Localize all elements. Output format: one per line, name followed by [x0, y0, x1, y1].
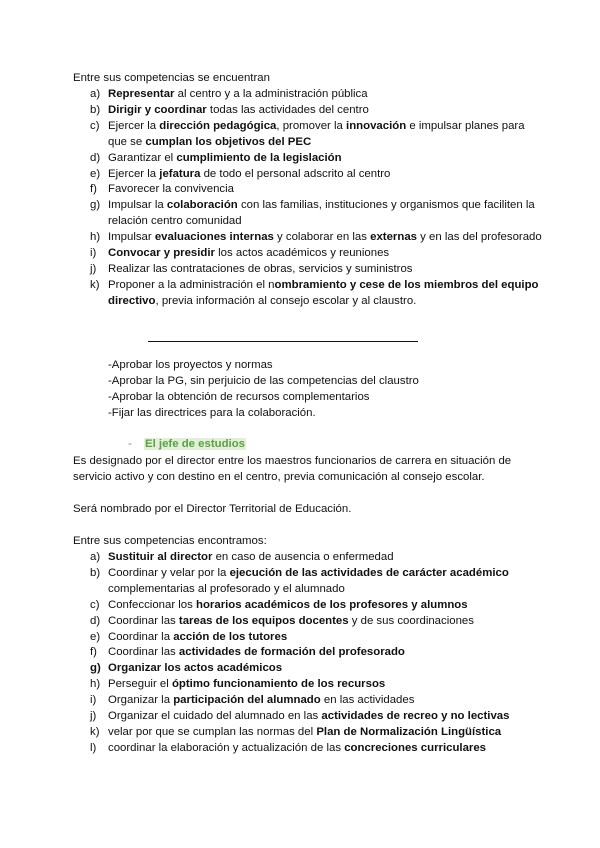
list-item: [73, 598, 543, 614]
list-item: [73, 741, 543, 757]
list-item: [73, 119, 543, 151]
list-marker: k): [90, 278, 100, 291]
text-run: Coordinar las: [108, 646, 179, 659]
bold-text: tareas de los equipos docentes: [178, 614, 349, 627]
list-item: [73, 630, 543, 646]
text-run: , promover la: [276, 119, 347, 132]
text-run: coordinar la elaboración y actualización de las: [108, 741, 345, 754]
bold-text: Organizar los actos académicos: [108, 662, 283, 675]
list-item: [73, 693, 543, 709]
list-marker: a): [90, 88, 101, 100]
horizontal-rule: [148, 341, 418, 342]
list-item: [73, 550, 543, 566]
bold-text: colaboración: [166, 199, 238, 212]
bold-text: Sustituir al director: [108, 551, 213, 563]
list-marker: i): [90, 247, 97, 260]
list-marker: e): [90, 167, 101, 180]
sublist-item: -Fijar las directrices para la colaboración.: [108, 407, 316, 419]
text-run: Impulsar: [108, 231, 155, 244]
text-run: y colaborar en las: [273, 231, 371, 244]
bold-text: ombramiento y cese de los miembros del equipo directivo: [108, 278, 539, 307]
text-run: de todo el personal adscrito al centro: [200, 167, 391, 180]
list-marker: j): [90, 710, 97, 723]
text-run: complementarias al profesorado y el alumnado: [108, 582, 345, 595]
text-run: Perseguir el: [108, 678, 172, 691]
bold-text: Dirigir y coordinar: [108, 103, 207, 116]
list-marker: h): [90, 678, 101, 691]
bold-text: concreciones curriculares: [344, 741, 487, 754]
list-item: [73, 198, 543, 230]
list-item: [73, 278, 543, 310]
bold-text: cumplimiento de la legislación: [176, 151, 342, 164]
list-marker: a): [90, 551, 101, 563]
list-item: [73, 566, 543, 598]
list-marker: c): [90, 598, 100, 611]
bold-text: ejecución de las actividades de carácter académico: [229, 566, 509, 579]
list-marker: f): [90, 183, 97, 196]
text-run: y en las del profesorado: [416, 231, 542, 244]
heading-dash: -: [128, 438, 132, 450]
list-marker: f): [90, 646, 97, 659]
bold-text: Convocar y presidir: [108, 247, 215, 260]
list-marker: i): [90, 694, 97, 707]
text-run: e impulsar planes para que se: [108, 119, 525, 148]
list-item: [73, 246, 543, 262]
director-competencies-list: [73, 87, 543, 310]
sublist-item: -Aprobar la obtención de recursos complementarios: [108, 391, 370, 403]
list-item: [73, 645, 543, 661]
text-run: Realizar las contrataciones de obras, servicios y suministros: [108, 262, 413, 275]
text-run: , previa información al consejo escolar y al claustro.: [155, 294, 417, 307]
bold-text: actividades de recreo y no lectivas: [321, 710, 510, 723]
list-marker: h): [90, 231, 101, 244]
list-marker: e): [90, 630, 101, 643]
bold-text: actividades de formación del profesorado: [178, 646, 405, 659]
list-marker: b): [90, 566, 101, 579]
list-item: [73, 230, 543, 246]
text-run: Organizar el cuidado del alumnado en las: [108, 710, 322, 723]
list-marker: g): [90, 199, 101, 212]
list-marker: k): [90, 725, 100, 738]
section-heading: [128, 437, 246, 453]
heading-text: El jefe de estudios: [145, 438, 246, 450]
appointment-paragraph: Será nombrado por el Director Territorial de Educación.: [73, 503, 352, 515]
text-run: Coordinar las: [108, 614, 179, 627]
list-item: [73, 103, 543, 119]
text-run: Coordinar la: [108, 630, 174, 643]
list-marker: g): [90, 662, 101, 675]
text-run: con las familias, instituciones y organismos que faciliten la relación centro comunidad: [108, 199, 535, 228]
list-item: [73, 709, 543, 725]
bold-text: participación del alumnado: [173, 694, 321, 707]
list-item: [73, 151, 543, 167]
list-item: [73, 614, 543, 630]
bold-text: jefatura: [159, 167, 201, 180]
text-run: en las actividades: [320, 694, 415, 707]
list-marker: l): [90, 741, 97, 754]
text-run: y de sus coordinaciones: [348, 614, 474, 627]
text-run: en caso de ausencia o enfermedad: [212, 551, 394, 563]
bold-text: dirección pedagógica: [159, 119, 277, 132]
list-marker: j): [90, 262, 97, 275]
text-run: Confeccionar los: [108, 598, 197, 611]
list-item: [73, 677, 543, 693]
text-run: los actos académicos y reuniones: [214, 247, 390, 260]
list-marker: c): [90, 119, 100, 132]
text-run: Proponer a la administración el n: [108, 278, 275, 291]
bold-text: innovación: [346, 119, 407, 132]
text-run: todas las actividades del centro: [206, 103, 369, 116]
text-run: Ejercer la: [108, 119, 160, 132]
list-item: [73, 87, 543, 103]
designation-paragraph: Es designado por el director entre los maestros funcionarios de carrera en situación de servicio activo y con destino en el centro, previa comunicación al consejo escolar.: [73, 455, 512, 483]
text-run: Organizar la: [108, 694, 174, 707]
text-run: Ejercer la: [108, 167, 160, 180]
bold-text: horarios académicos de los profesores y alumnos: [196, 598, 468, 611]
list-item: [73, 661, 543, 677]
list-marker: b): [90, 103, 101, 116]
bold-text: óptimo funcionamiento de los recursos: [171, 678, 386, 691]
list-marker: d): [90, 151, 101, 164]
bold-text: Representar: [108, 88, 175, 100]
text-run: Impulsar la: [108, 199, 167, 212]
text-run: Coordinar y velar por la: [108, 566, 230, 579]
text-run: Garantizar el: [108, 151, 177, 164]
list-item: [73, 262, 543, 278]
bold-text: Plan de Normalización Lingüística: [316, 725, 502, 738]
head-of-studies-competencies-list: [73, 550, 543, 757]
bold-text: externas: [370, 231, 417, 244]
bold-text: evaluaciones internas: [154, 231, 274, 244]
text-run: Favorecer la convivencia: [108, 183, 234, 196]
sublist-item: -Aprobar los proyectos y normas: [108, 359, 273, 371]
list-marker: d): [90, 614, 101, 627]
text-run: velar por que se cumplan las normas del: [108, 725, 317, 738]
list-item: [73, 182, 543, 198]
sublist-item: -Aprobar la PG, sin perjuicio de las competencias del claustro: [108, 375, 419, 387]
list-item: [73, 167, 543, 183]
bold-text: cumplan los objetivos del PEC: [145, 135, 312, 148]
bold-text: acción de los tutores: [173, 630, 288, 643]
intro-paragraph-2: Entre sus competencias encontramos:: [73, 535, 267, 547]
intro-paragraph-1: Entre sus competencias se encuentran: [73, 72, 270, 84]
text-run: al centro y a la administración pública: [174, 88, 368, 100]
list-item: [73, 725, 543, 741]
